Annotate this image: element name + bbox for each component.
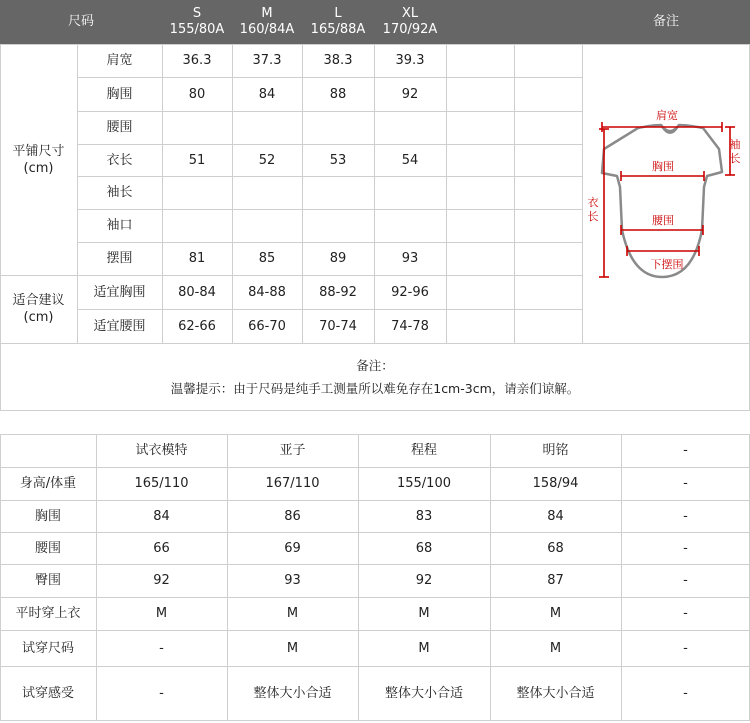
header-size-s <box>162 2 232 42</box>
value-cell: 53 <box>329 152 347 168</box>
row-label-hem: 摆围 <box>106 251 133 266</box>
model-cell: - <box>683 573 688 588</box>
model-row-label-usual-top-size: 平时穿上衣 <box>15 606 81 621</box>
model-cell: 93 <box>284 573 301 588</box>
label-length-bottom: 长 <box>587 210 599 223</box>
size-spec: 155/80A <box>169 22 225 37</box>
value-cell: 88 <box>329 86 347 102</box>
note-text: 温馨提示：由于尺码是纯手工测量所以难免存在1cm-3cm，请亲们谅解。 <box>170 380 580 396</box>
flat-size-group-label <box>0 44 77 275</box>
model-cell: M <box>286 606 299 621</box>
model-cell: M <box>549 606 562 621</box>
label-waist: 腰围 <box>652 214 674 227</box>
value-cell: 80 <box>188 86 206 102</box>
model-cell: 167/110 <box>265 476 320 491</box>
model-cell: - <box>683 476 688 491</box>
model-cell: 68 <box>415 540 433 556</box>
model-cell: 66 <box>153 540 170 556</box>
size-code: M <box>261 6 273 21</box>
value-cell: 84-88 <box>248 284 286 300</box>
header-size-l <box>302 2 374 42</box>
value-cell: 37.3 <box>252 53 282 68</box>
value-cell: 89 <box>329 251 347 266</box>
model-cell: 86 <box>284 508 301 524</box>
row-label-fit-chest: 适宜胸围 <box>93 284 146 300</box>
group-unit: (cm) <box>23 310 54 325</box>
label-hem: 下摆围 <box>650 258 684 271</box>
model-row-label-fit-feeling: 试穿感受 <box>21 685 74 701</box>
row-label-cuff: 袖口 <box>106 218 133 233</box>
value-cell: 88-92 <box>319 284 357 300</box>
value-cell: 51 <box>188 152 206 168</box>
group-title: 适合建议 <box>12 293 65 308</box>
model-cell: M <box>418 606 430 621</box>
row-label-length: 衣长 <box>106 152 133 168</box>
model-cell: 92 <box>153 573 170 588</box>
value-cell: 66-70 <box>248 318 286 334</box>
model-cell: 165/110 <box>134 476 189 491</box>
value-cell: 36.3 <box>182 53 212 68</box>
model-cell: 84 <box>153 508 170 524</box>
model-cell: 155/100 <box>396 476 451 491</box>
size-code: XL <box>401 6 419 21</box>
model-cell: 整体大小合适 <box>384 685 463 701</box>
row-label-fit-waist: 适宜腰围 <box>93 318 146 334</box>
size-code: S <box>192 6 202 21</box>
value-cell: 62-66 <box>178 318 216 334</box>
model-row-label-chest: 胸围 <box>34 508 61 524</box>
row-label-shoulder: 肩宽 <box>106 53 133 68</box>
model-cell: M <box>155 606 168 621</box>
group-title: 平铺尺寸 <box>12 143 65 159</box>
model-header-placeholder: - <box>683 443 688 458</box>
header-size-label: 尺码 <box>67 14 94 29</box>
model-cell: 92 <box>415 573 433 588</box>
fit-advice-group-label <box>0 275 77 343</box>
model-cell: 83 <box>415 508 433 524</box>
model-cell: M <box>418 640 430 656</box>
model-cell: 87 <box>547 573 564 588</box>
header-remark: 备注 <box>652 14 679 29</box>
value-cell: 93 <box>401 251 419 266</box>
model-header-empty <box>0 434 96 467</box>
value-cell: 81 <box>188 251 206 266</box>
value-cell: 52 <box>258 152 276 168</box>
model-row-label-hip: 臀围 <box>34 573 61 588</box>
model-cell: M <box>286 640 299 656</box>
value-cell: 85 <box>258 251 276 266</box>
value-cell: 74-78 <box>391 318 429 334</box>
label-length-top: 衣 <box>587 196 599 209</box>
model-cell: - <box>683 640 688 656</box>
model-cell: 整体大小合适 <box>516 685 595 701</box>
model-row-label-height-weight: 身高/体重 <box>19 476 77 491</box>
model-cell: 68 <box>547 540 564 556</box>
shirt-outline <box>602 125 722 277</box>
model-header-fit-model: 试衣模特 <box>135 443 188 458</box>
row-label-sleeve-length: 袖长 <box>106 185 133 200</box>
model-cell: 69 <box>284 540 301 556</box>
header-size-xl <box>374 2 446 42</box>
model-cell: - <box>683 606 688 621</box>
model-cell: 整体大小合适 <box>253 685 332 701</box>
model-header-yazi: 亚子 <box>279 443 306 458</box>
label-chest: 胸围 <box>652 160 674 173</box>
model-cell: 158/94 <box>532 476 579 491</box>
model-cell: - <box>159 685 164 701</box>
label-sleeve-top: 袖 <box>729 138 741 151</box>
note-title: 备注： <box>356 357 394 373</box>
value-cell: 92 <box>401 86 419 102</box>
model-cell: - <box>683 540 688 556</box>
model-row-label-tried-size: 试穿尺码 <box>21 640 74 656</box>
model-cell: M <box>549 640 562 656</box>
row-label-waist: 腰围 <box>106 120 133 135</box>
size-spec: 165/88A <box>310 22 366 37</box>
label-shoulder: 肩宽 <box>656 109 678 122</box>
size-spec: 170/92A <box>382 22 438 37</box>
label-sleeve-bottom: 长 <box>729 152 741 165</box>
size-spec: 160/84A <box>239 22 295 37</box>
value-cell: 70-74 <box>319 318 357 334</box>
value-cell: 54 <box>401 152 419 168</box>
model-row-label-waist: 腰围 <box>34 540 61 556</box>
value-cell: 39.3 <box>395 53 425 68</box>
value-cell: 92-96 <box>391 284 429 300</box>
model-cell: 84 <box>547 508 564 524</box>
model-cell: - <box>159 640 164 656</box>
value-cell: 38.3 <box>323 53 353 68</box>
size-code: L <box>334 6 342 21</box>
model-header-chengcheng: 程程 <box>410 443 437 458</box>
value-cell: 80-84 <box>178 284 216 300</box>
row-label-chest: 胸围 <box>106 86 133 102</box>
model-cell: - <box>683 508 688 524</box>
tshirt-measurement-figure <box>583 45 749 343</box>
value-cell: 84 <box>258 86 276 102</box>
model-cell: - <box>683 685 688 701</box>
group-unit: (cm) <box>23 160 54 176</box>
header-size-m <box>232 2 302 42</box>
model-header-mingming: 明铭 <box>542 443 569 458</box>
